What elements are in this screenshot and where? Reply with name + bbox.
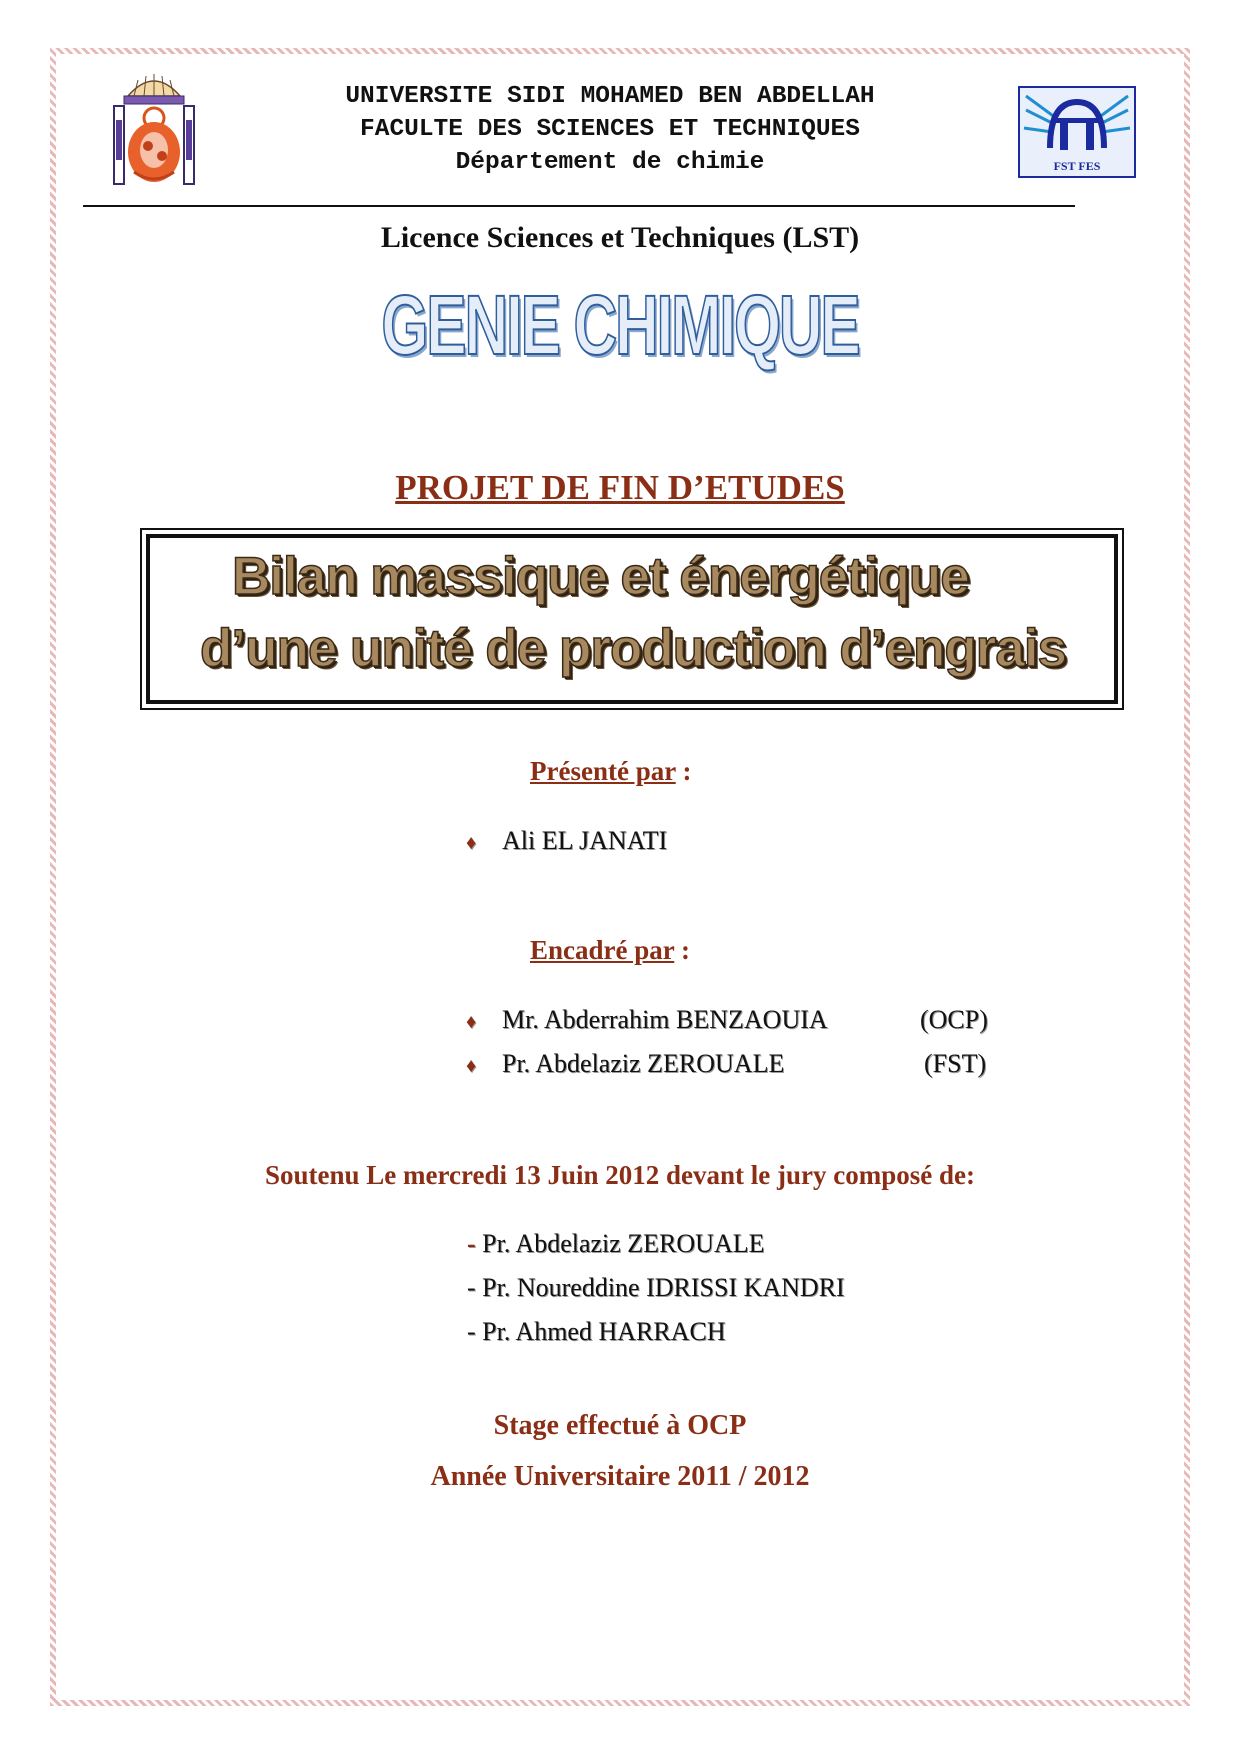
diamond-icon: ♦	[466, 832, 477, 854]
supervised-by-label	[530, 935, 690, 966]
licence-title: Licence Sciences et Techniques (LST)	[380, 221, 860, 254]
department-name: Département de chimie	[455, 149, 765, 176]
supervised-by-text: Encadré par	[530, 935, 675, 965]
jury-member	[467, 1229, 765, 1259]
supervisor-item	[466, 1049, 784, 1079]
presented-by-label	[530, 756, 691, 787]
supervisor-affiliation: (FST)	[924, 1049, 987, 1078]
diamond-icon: ♦	[466, 1055, 477, 1077]
student-item	[466, 826, 667, 856]
institution-header	[230, 80, 990, 179]
program-title: GENIE CHIMIQUE	[381, 278, 859, 372]
thesis-title-box	[140, 528, 1124, 710]
presented-by-colon: :	[675, 756, 692, 786]
university-logo	[108, 70, 200, 188]
university-name: UNIVERSITE SIDI MOHAMED BEN ABDELLAH	[345, 83, 875, 110]
thesis-title-line-2: d’une unité de production d’engrais	[200, 619, 1067, 678]
supervisor-item	[466, 1005, 828, 1035]
dash-marker: -	[467, 1273, 476, 1302]
supervisor-name: Pr. Abdelaziz ZEROUALE	[502, 1049, 785, 1078]
header-divider	[83, 205, 1075, 207]
dash-marker: -	[467, 1229, 476, 1258]
thesis-title-frame	[146, 534, 1118, 704]
jury-member	[467, 1273, 845, 1303]
academic-year: Année Universitaire 2011 / 2012	[430, 1461, 810, 1492]
supervisor-name: Mr. Abderrahim BENZAOUIA	[502, 1005, 828, 1034]
fst-fes-logo	[1018, 86, 1136, 178]
supervisor-affiliation: (OCP)	[920, 1005, 988, 1034]
thesis-title-line-1: Bilan massique et énergétique	[232, 547, 969, 606]
defense-statement: Soutenu Le mercredi 13 Juin 2012 devant le jury composé de:	[265, 1160, 975, 1190]
presented-by-text: Présenté par	[530, 756, 676, 786]
dash-marker: -	[467, 1317, 476, 1346]
internship-location: Stage effectué à OCP	[493, 1410, 747, 1441]
supervised-by-colon: :	[674, 935, 691, 965]
faculty-name: FACULTE DES SCIENCES ET TECHNIQUES	[360, 116, 860, 143]
jury-member-name: Pr. Abdelaziz ZEROUALE	[482, 1229, 765, 1258]
jury-member-name: Pr. Noureddine IDRISSI KANDRI	[482, 1273, 845, 1302]
jury-member-name: Pr. Ahmed HARRACH	[482, 1317, 726, 1346]
jury-member	[467, 1317, 726, 1347]
fst-fes-caption: FST FES	[1053, 159, 1101, 173]
project-label: PROJET DE FIN D’ETUDES	[395, 468, 845, 507]
student-name: Ali EL JANATI	[502, 826, 668, 855]
diamond-icon: ♦	[466, 1011, 477, 1033]
